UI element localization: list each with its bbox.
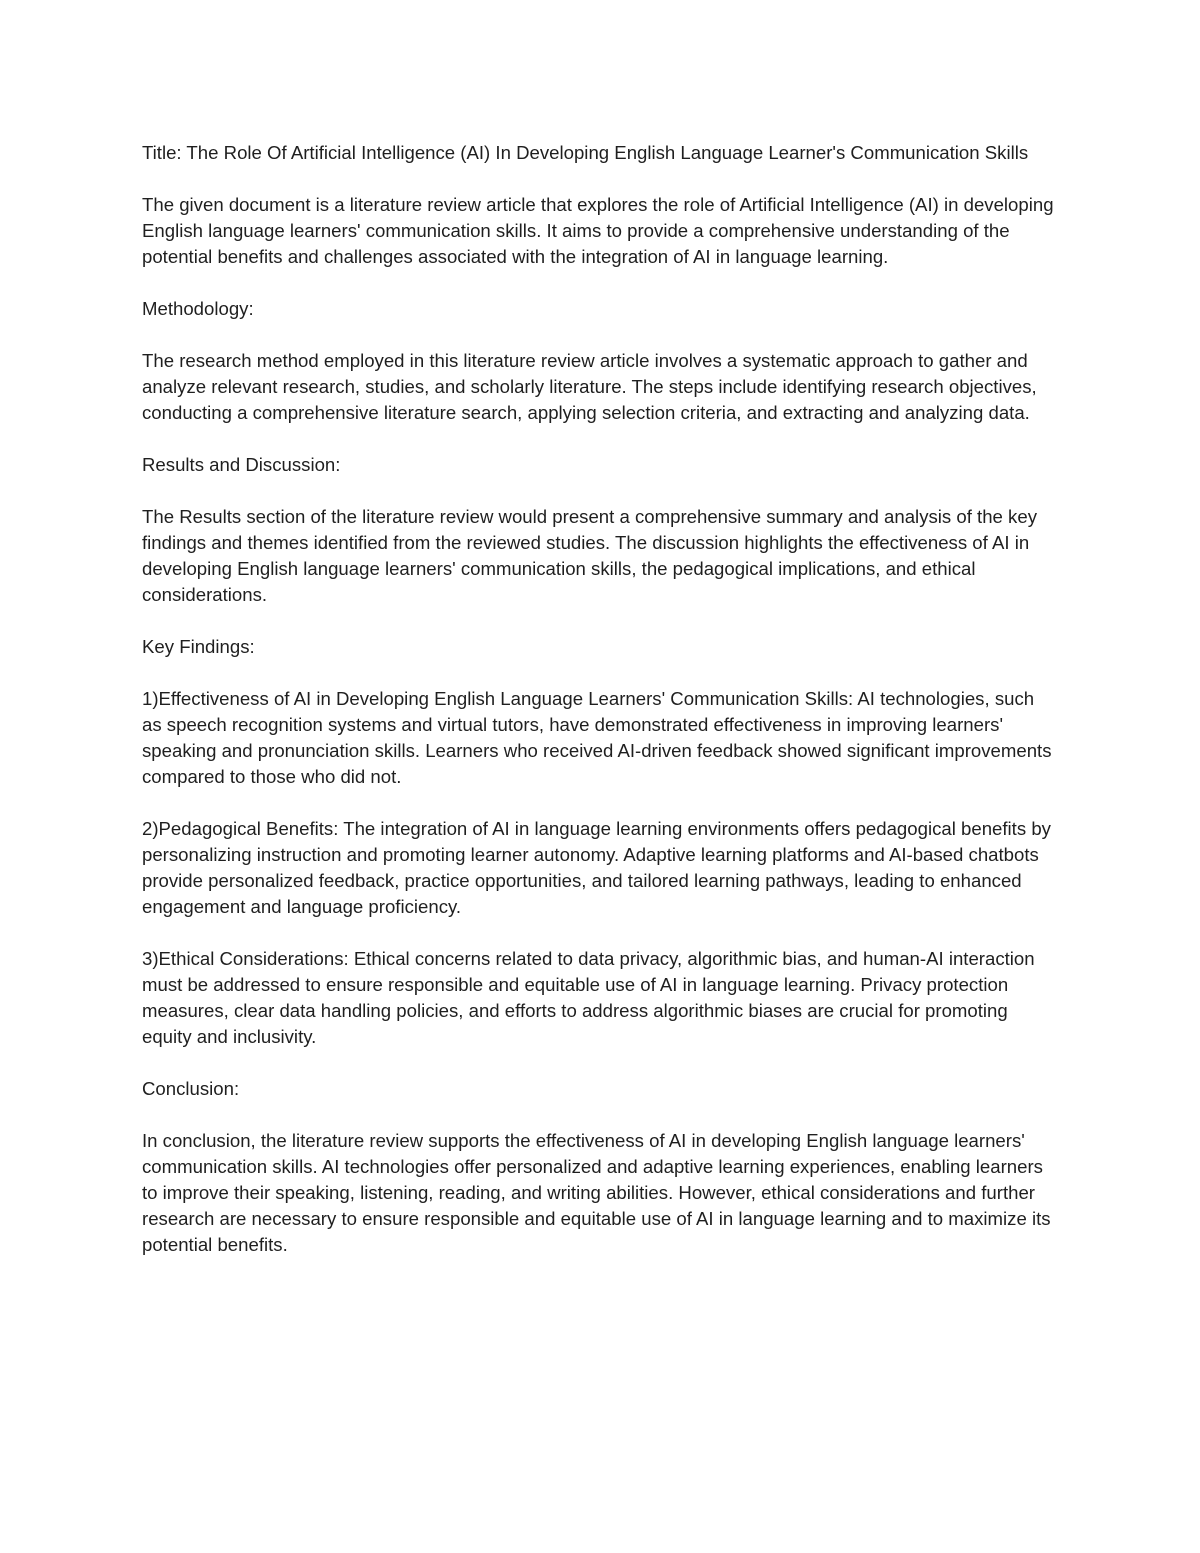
key-findings-heading: Key Findings:: [142, 636, 255, 657]
finding-1-paragraph: 1)Effectiveness of AI in Developing English Language Learners' Communication Skills: AI technologies, such as speech recognition systems and virtual tutors, have demonstrated effectiveness in improving learners' speaking and pronunciation skills. Learners who received AI-driven feedback showed significant improvements compared to those who did not.: [142, 688, 1052, 787]
document-page: [142, 140, 1057, 1284]
methodology-paragraph: The research method employed in this literature review article involves a systematic approach to gather and analyze relevant research, studies, and scholarly literature. The steps include identifying research objectives, conducting a comprehensive literature search, applying selection criteria, and extracting and analyzing data.: [142, 350, 1037, 423]
finding-2-paragraph: 2)Pedagogical Benefits: The integration of AI in language learning environments offers pedagogical benefits by personalizing instruction and promoting learner autonomy. Adaptive learning platforms and AI-based chatbots provide personalized feedback, practice opportunities, and tailored learning pathways, leading to enhanced engagement and language proficiency.: [142, 818, 1051, 917]
conclusion-heading: Conclusion:: [142, 1078, 240, 1099]
results-paragraph: The Results section of the literature review would present a comprehensive summary and analysis of the key findings and themes identified from the reviewed studies. The discussion highlights the effectiveness of AI in developing English language learners' communication skills, the pedagogical implications, and ethical considerations.: [142, 506, 1037, 605]
conclusion-paragraph: In conclusion, the literature review supports the effectiveness of AI in developing English language learners' communication skills. AI technologies offer personalized and adaptive learning experiences, enabling learners to improve their speaking, listening, reading, and writing abilities. However, ethical considerations and further research are necessary to ensure responsible and equitable use of AI in language learning and to maximize its potential benefits.: [142, 1130, 1051, 1255]
methodology-heading: Methodology:: [142, 298, 254, 319]
document-title: Title: The Role Of Artificial Intelligence (AI) In Developing English Language Learner's Communication Skills: [142, 142, 1029, 163]
intro-paragraph: The given document is a literature review article that explores the role of Artificial Intelligence (AI) in developing English language learners' communication skills. It aims to provide a comprehensive understanding of the potential benefits and challenges associated with the integration of AI in language learning.: [142, 194, 1054, 267]
results-heading: Results and Discussion:: [142, 454, 341, 475]
finding-3-paragraph: 3)Ethical Considerations: Ethical concerns related to data privacy, algorithmic bias, and human-AI interaction must be addressed to ensure responsible and equitable use of AI in language learning. Privacy protection measures, clear data handling policies, and efforts to address algorithmic biases are crucial for promoting equity and inclusivity.: [142, 948, 1035, 1047]
